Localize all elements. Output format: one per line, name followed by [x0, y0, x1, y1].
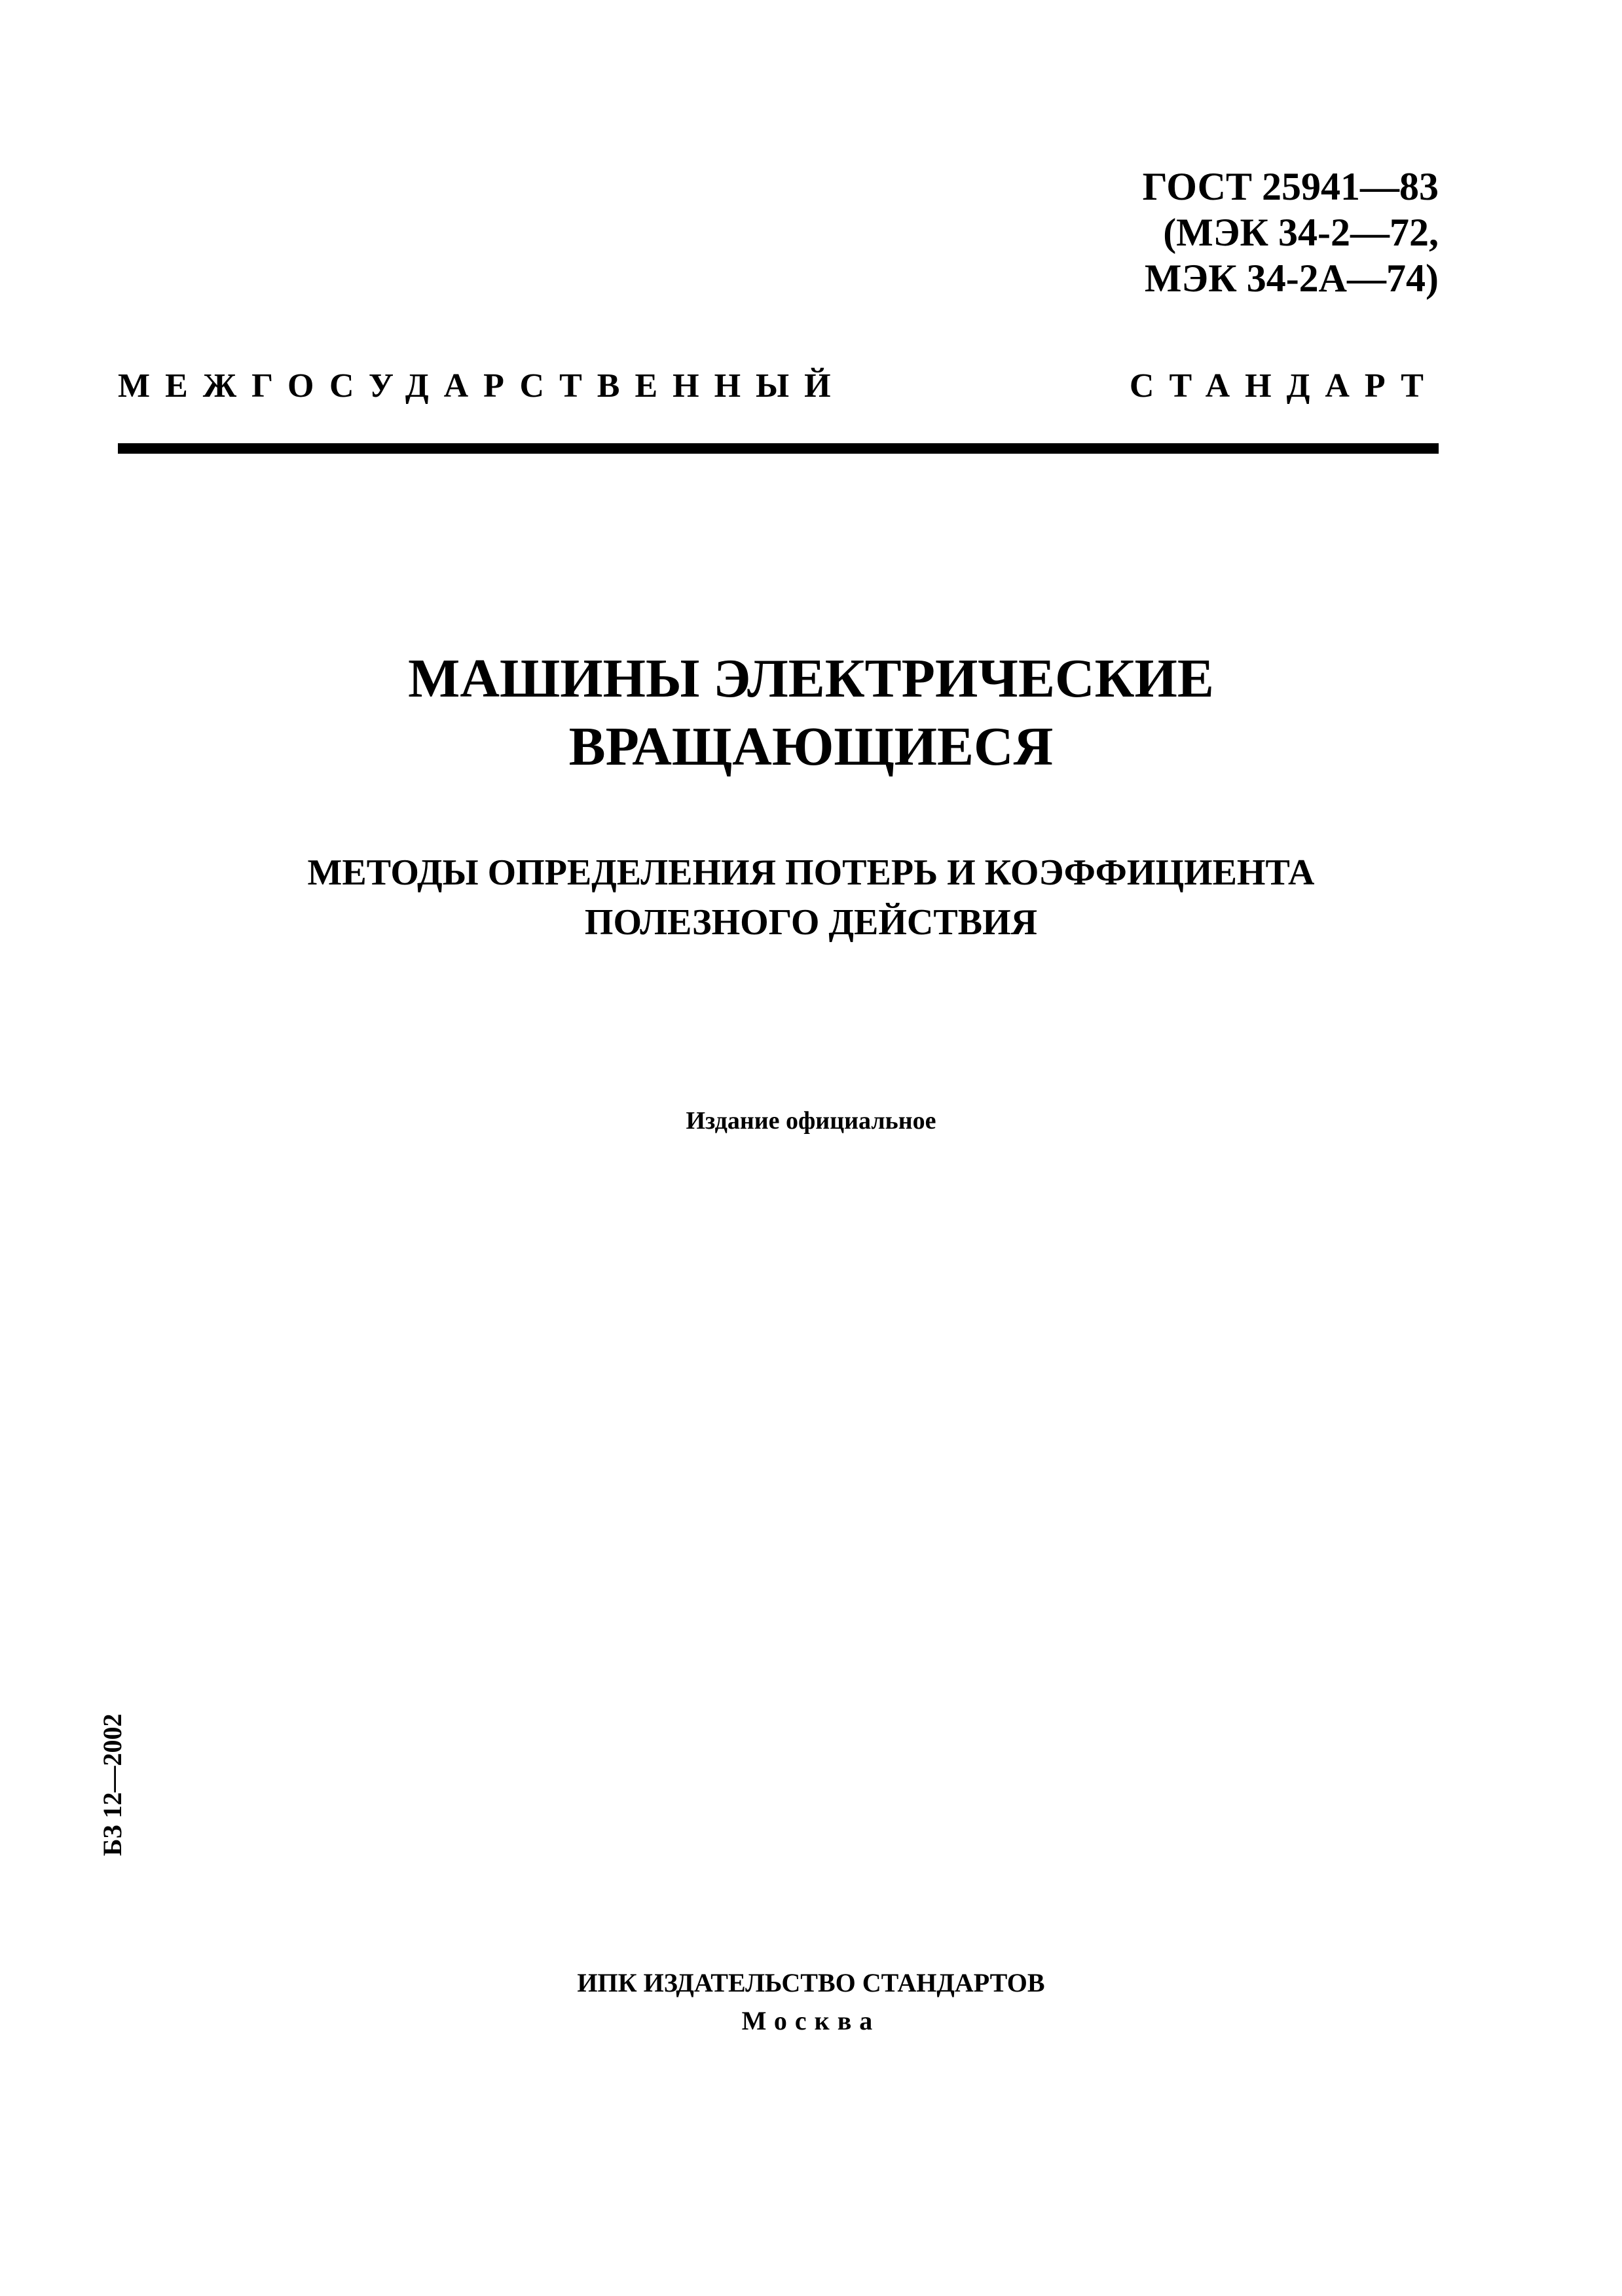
- iec-reference-1: (МЭК 34-2—72,: [1163, 211, 1439, 254]
- publisher-block: [0, 1964, 1622, 2040]
- standard-number: ГОСТ 25941—83: [1142, 165, 1439, 208]
- title-line-2: ВРАЩАЮЩИЕСЯ: [568, 716, 1054, 777]
- document-title: [0, 645, 1622, 781]
- document-subtitle: [0, 848, 1622, 947]
- side-catalog-code: БЗ 12—2002: [98, 1713, 127, 1856]
- standard-category: МЕЖГОСУДАРСТВЕННЫЙ СТАНДАРТ: [118, 367, 1439, 405]
- subtitle-line-2: ПОЛЕЗНОГО ДЕЙСТВИЯ: [584, 902, 1038, 943]
- header-divider: [118, 443, 1439, 454]
- edition-note: Издание официальное: [686, 1107, 936, 1135]
- document-code-block: [1143, 164, 1439, 301]
- subtitle-line-1: МЕТОДЫ ОПРЕДЕЛЕНИЯ ПОТЕРЬ И КОЭФФИЦИЕНТА: [307, 852, 1315, 893]
- iec-reference-2: МЭК 34-2А—74): [1144, 257, 1439, 300]
- publisher-city: Москва: [741, 2006, 881, 2035]
- title-line-1: МАШИНЫ ЭЛЕКТРИЧЕСКИЕ: [408, 648, 1214, 709]
- publisher-name: ИПК ИЗДАТЕЛЬСТВО СТАНДАРТОВ: [577, 1968, 1045, 1997]
